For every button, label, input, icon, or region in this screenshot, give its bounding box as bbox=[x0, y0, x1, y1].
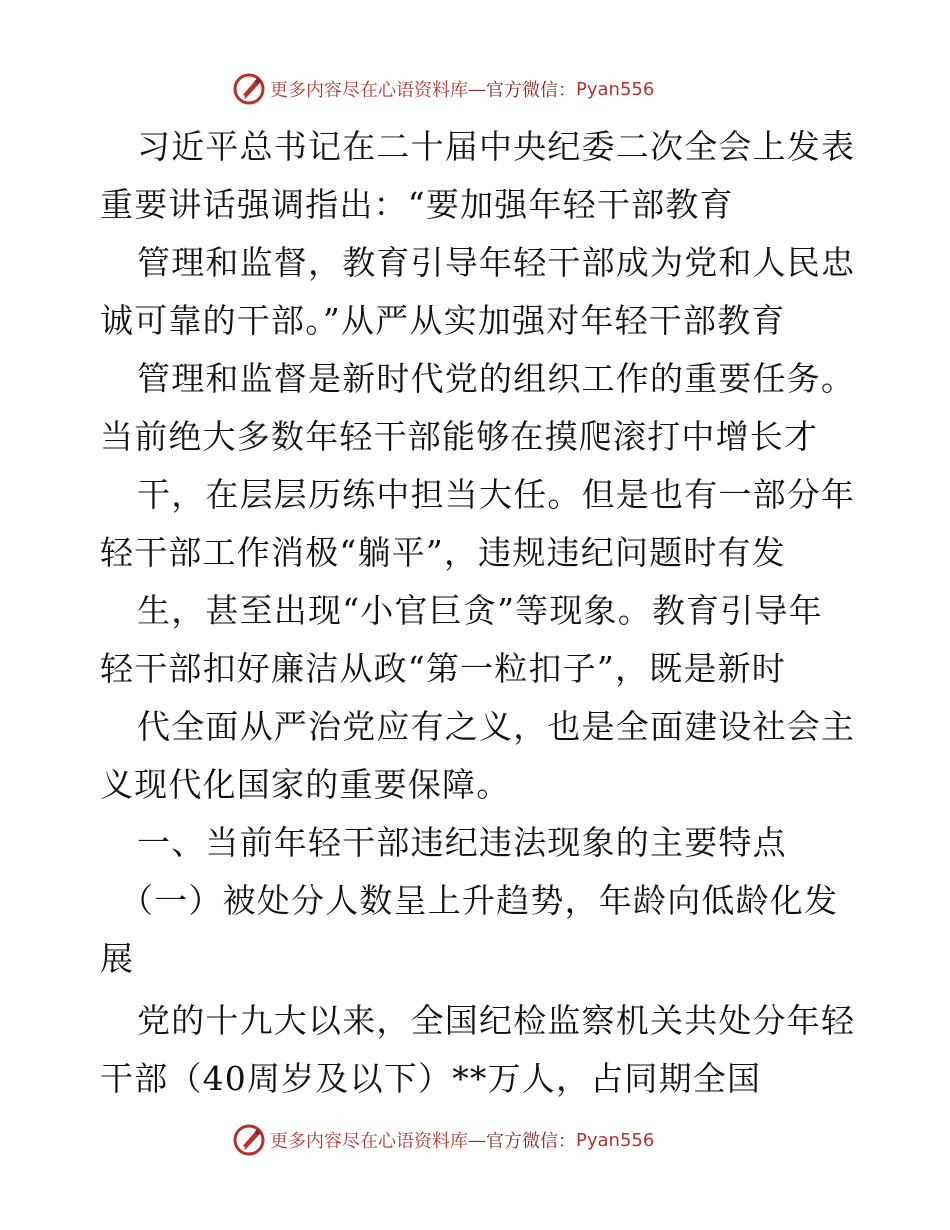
subsection-heading-continued: 展 bbox=[100, 939, 135, 978]
watermark-site-text: 更多内容尽在心语资料库 bbox=[270, 80, 468, 101]
pen-logo-icon bbox=[232, 1123, 266, 1157]
watermark-dash: — bbox=[468, 1129, 486, 1151]
header-watermark bbox=[232, 72, 654, 106]
watermark-wechat-id: Pyan556 bbox=[576, 1129, 655, 1151]
body-line: 重要讲话强调指出：“要加强年轻干部教育 bbox=[100, 185, 734, 224]
body-line: 管理和监督，教育引导年轻干部成为党和人民忠 bbox=[137, 243, 856, 282]
body-line: 干部（40周岁及以下）**万人，占同期全国 bbox=[100, 1059, 762, 1098]
body-line: 诚可靠的干部。”从严从实加强对年轻干部教育 bbox=[100, 301, 786, 340]
watermark-wechat-id: Pyan556 bbox=[576, 78, 655, 100]
body-line: 轻干部工作消极“躺平”，违规违纪问题时有发 bbox=[100, 533, 786, 572]
body-line: 当前绝大多数年轻干部能够在摸爬滚打中增长才 bbox=[100, 417, 819, 456]
body-line: 党的十九大以来，全国纪检监察机关共处分年轻 bbox=[137, 1001, 856, 1040]
body-line: 代全面从严治党应有之义，也是全面建设社会主 bbox=[137, 707, 856, 746]
watermark-wechat-label: 官方微信： bbox=[486, 1131, 576, 1152]
watermark-site-text: 更多内容尽在心语资料库 bbox=[270, 1131, 468, 1152]
section-heading: 一、当前年轻干部违纪违法现象的主要特点 bbox=[137, 823, 787, 862]
subsection-heading: （一）被处分人数呈上升趋势，年龄向低龄化发 bbox=[120, 881, 839, 920]
body-line: 轻干部扣好廉洁从政“第一粒扣子”，既是新时 bbox=[100, 649, 786, 688]
pen-logo-icon bbox=[232, 72, 266, 106]
body-line: 习近平总书记在二十届中央纪委二次全会上发表 bbox=[137, 127, 856, 166]
body-line: 干，在层层历练中担当大任。但是也有一部分年 bbox=[137, 475, 856, 514]
body-line: 生，甚至出现“小官巨贪”等现象。教育引导年 bbox=[137, 591, 823, 630]
body-line: 义现代化国家的重要保障。 bbox=[100, 765, 511, 804]
watermark-dash: — bbox=[468, 78, 486, 100]
body-line: 管理和监督是新时代党的组织工作的重要任务。 bbox=[137, 359, 856, 398]
footer-watermark bbox=[232, 1123, 654, 1157]
watermark-wechat-label: 官方微信： bbox=[486, 80, 576, 101]
